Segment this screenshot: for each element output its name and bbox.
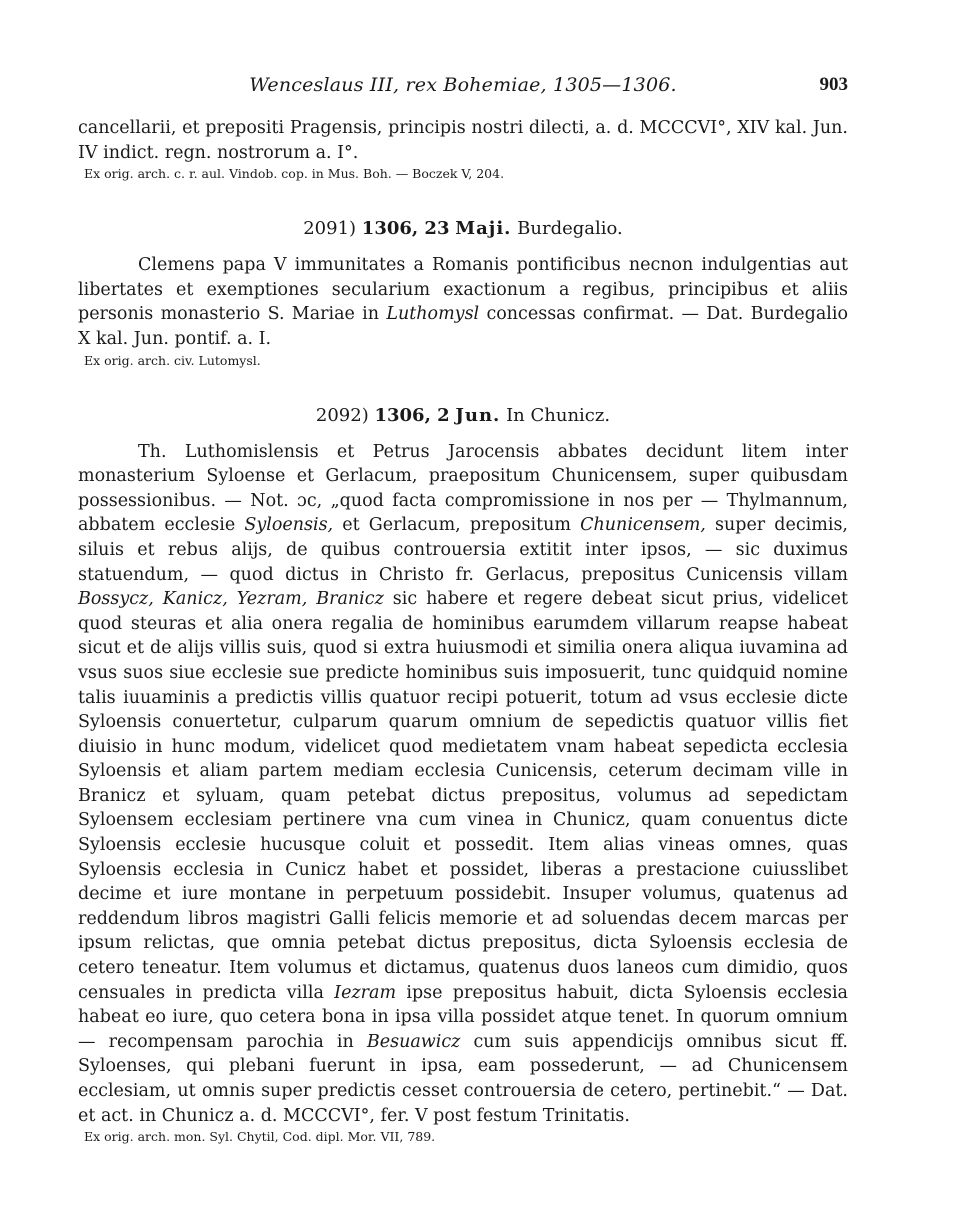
doc-2091-number: 2091) [303,218,357,240]
doc-2091-source: Ex orig. arch. civ. Lutomysl. [84,352,261,368]
doc-2091-heading [78,217,848,241]
page-number: 903 [819,74,848,95]
doc-2092-date: 1306, 2 [374,404,450,426]
doc-2092-italic-name: Syloensis, [244,515,334,536]
doc-2091-date: 1306, 23 [361,218,450,240]
doc-2092-text-part: ipse prepositus habuit, dicta Syloensis ecclesia habeat eo iure, quo cetera bona in ipsa villa possidet atque tenet. In quorum omnium — recompensam parochia in [78,982,848,1052]
doc-2092-text-part: sic habere et regere debeat sicut prius, videlicet quod steuras et alia onera regalia de hominibus earumdem villarum reapse habeat sicut et de alijs villis suis, quod si extra huiusmodi et similia onera aliqua iuvamina ad vsus suos siue ecclesie sue predicte hominibus suis imposuerit, tunc quidquid nomine talis iuuaminis a predictis villis quatuor recipi potuerit, totum ad vsus ecclesie dicte Syloensis conuertetur, culparum quarum omnium de sepedictis quatuor villis fiet diuisio in hunc modum, videlicet quod medietatem vnam habeat sepedicta ecclesia Syloensis et aliam partem mediam ecclesia Cunicensis, ceterum decimam ville in Branicz et syluam, quam petebat dictus prepositus, volumus ad sepedictam Syloensem ecclesiam pertinere vna cum vinea in Chunicz, quam conuentus dicte Syloensis ecclesie hucusque coluit et possedit. Item alias vineas omnes, quas Syloensis ecclesia in Cunicz habet et possidet, liberas a prestacione cuiusslibet decime et iure montane in perpetuum possidebit. Insuper volumus, quatenus ad reddendum libros magistri Galli felicis memorie et ad soluendas decem marcas per ipsum relictas, que omnia petebat dictus prepositus, dicta Syloensis ecclesia de cetero teneatur. Item volumus et dictamus, quatenus duos laneos cum dimidio, quos censuales in predicta villa [78,589,848,1003]
doc-2091-month: Maji. [455,218,512,240]
doc-2092-text-part: super decimis, siluis et rebus alijs, de quibus controuersia extitit inter ipsos, — sic duximus statuendum, — quod dictus in Christo fr. Gerlacus, prepositus Cunicensis villam [78,515,848,585]
doc-2092-source: Ex orig. arch. mon. Syl. Chytil, Cod. dipl. Mor. VII, 789. [84,1129,436,1145]
doc-2092-place: In Chunicz. [506,404,611,426]
continuation-source: Ex orig. arch. c. r. aul. Vindob. cop. in Mus. Boh. — Boczek V, 204. [84,166,505,182]
doc-2091-regest [78,253,848,351]
doc-2092-italic-name: Besuawicz [366,1031,461,1052]
doc-2092-italic-name: Iezram [334,982,397,1003]
doc-2092-heading [78,404,848,428]
doc-2092-text-part: cum suis appendicijs omnibus sicut ff. Syloenses, qui plebani fuerunt in ipsa, eam possederunt, — ad Chunicensem ecclesiam, ut omnis super predictis cesset controuersia de cetero, pertinebit.“ — Dat. et act. in Chunicz a. d. MCCCVI°, fer. V post festum Trinitatis. [78,1031,848,1126]
doc-2091-place-name: Luthomysl [386,304,480,325]
doc-2092-month: Jun. [455,404,501,426]
doc-2092-italic-name: Bossycz, Kanicz, Yezram, Branicz [78,589,384,610]
doc-2092-italic-name: Chunicensem, [580,515,706,536]
page-body [78,116,848,1146]
doc-2092-text [78,440,848,1129]
doc-2092-text-part: et Gerlacum, prepositum [333,515,581,536]
running-title: Wenceslaus III, rex Bohemiae, 1305—1306. [249,74,677,96]
doc-2091-place: Burdegalio. [517,218,623,240]
doc-2091-text-part: concessas confirmat. — Dat. Burdegalio X kal. Jun. pontif. a. I. [78,304,848,349]
doc-2092-text-part: Th. Luthomislensis et Petrus Jarocensis abbates decidunt litem inter monasterium Syloense et Gerlacum, praepositum Chunicensem, super quibusdam possessionibus. — Not. ɔc, „quod facta compromissione in nos per — Thylmannum, abbatem ecclesie [78,441,848,536]
continuation-paragraph: cancellarii, et prepositi Pragensis, principis nostri dilecti, a. d. MCCCVI°, XIV kal. Jun. IV indict. regn. nostrorum a. I°. [78,118,848,163]
page-header [78,74,848,104]
doc-2091-text-part: Clemens papa V immunitates a Romanis pontificibus necnon indulgentias aut libertates et exemptiones secularium exactionum a regibus, principibus et aliis personis monasterio S. Mariae in [78,255,848,325]
doc-2092-number: 2092) [315,404,369,426]
